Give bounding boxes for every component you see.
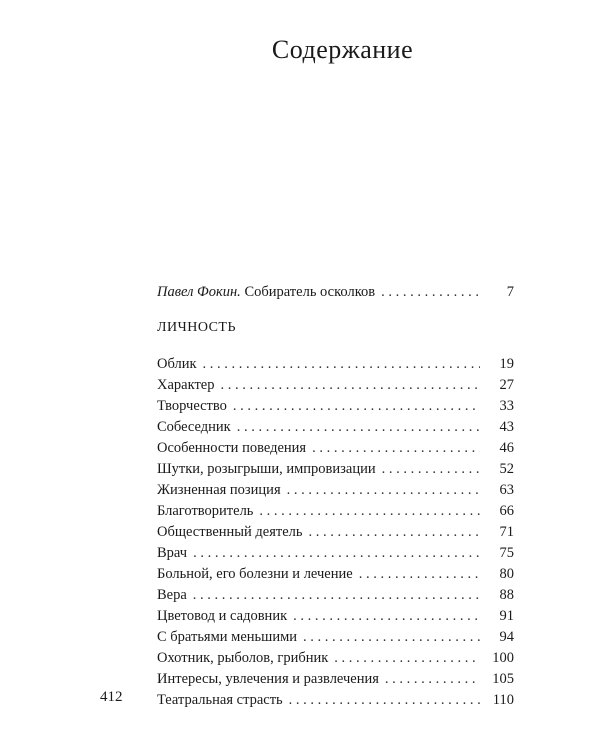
toc-entry-page: 105 <box>492 671 514 687</box>
dot-leader <box>193 586 480 604</box>
toc-entry[interactable] <box>157 586 514 604</box>
dot-leader <box>293 607 480 625</box>
toc-entry[interactable] <box>157 607 514 625</box>
toc-entry[interactable] <box>157 481 514 499</box>
dot-leader <box>309 523 480 541</box>
toc-entry[interactable] <box>157 502 514 520</box>
toc-entry[interactable] <box>157 670 514 688</box>
dot-leader <box>203 355 480 373</box>
dot-leader <box>259 502 480 520</box>
toc-entry[interactable] <box>157 439 514 457</box>
toc-intro-title: Собиратель осколков <box>244 284 376 300</box>
dot-leader <box>233 397 480 415</box>
dot-leader <box>303 628 480 646</box>
toc-entry[interactable] <box>157 460 514 478</box>
toc-entry[interactable] <box>157 418 514 436</box>
toc-entry-page: 27 <box>499 377 514 393</box>
toc-entry-title: С братьями меньшими <box>157 629 298 645</box>
toc-entry-title: Шутки, розыгрыши, импровизации <box>157 461 376 477</box>
dot-leader <box>193 544 480 562</box>
dot-leader <box>287 481 480 499</box>
dot-leader <box>382 460 480 478</box>
toc-entry-page: 94 <box>499 629 514 645</box>
dot-leader <box>359 565 480 583</box>
toc-entry[interactable] <box>157 691 514 709</box>
dot-leader <box>385 670 480 688</box>
toc-intro-text <box>157 283 381 301</box>
toc-entry-page: 19 <box>499 356 514 372</box>
toc-entry[interactable] <box>157 397 514 415</box>
dot-leader <box>220 376 480 394</box>
toc-entry-page: 43 <box>499 419 514 435</box>
toc-entry-page: 46 <box>499 440 514 456</box>
toc-entry-title: Характер <box>157 377 215 393</box>
page-number: 412 <box>100 689 123 705</box>
toc-entry-page: 33 <box>499 398 514 414</box>
toc-entry-title: Творчество <box>157 398 227 414</box>
toc-entry-title: Общественный деятель <box>157 524 303 540</box>
toc-entry[interactable] <box>157 523 514 541</box>
toc-entry-page: 75 <box>499 545 514 561</box>
toc-entry[interactable] <box>157 355 514 373</box>
toc-intro-entry[interactable] <box>157 283 514 301</box>
toc-entry-page: 63 <box>499 482 514 498</box>
toc-entry-title: Собеседник <box>157 419 231 435</box>
dot-leader <box>334 649 480 667</box>
toc-entry-title: Облик <box>157 356 197 372</box>
toc-entry[interactable] <box>157 544 514 562</box>
toc-entry-page: 80 <box>499 566 514 582</box>
toc-intro-author: Павел Фокин. <box>157 284 241 300</box>
toc-entry-page: 110 <box>492 692 514 708</box>
section-heading: ЛИЧНОСТЬ <box>157 320 237 335</box>
dot-leader <box>312 439 480 457</box>
dot-leader <box>381 283 480 301</box>
toc-entry-title: Интересы, увлечения и развлечения <box>157 671 379 687</box>
toc-entry-title: Больной, его болезни и лечение <box>157 566 353 582</box>
toc-entry-page: 52 <box>499 461 514 477</box>
toc-intro-page: 7 <box>506 284 514 300</box>
toc-entry[interactable] <box>157 565 514 583</box>
page-title: Содержание <box>271 35 414 64</box>
toc-entry[interactable] <box>157 649 514 667</box>
toc-entry-page: 88 <box>499 587 514 603</box>
dot-leader <box>289 691 480 709</box>
toc-entry-title: Врач <box>157 545 188 561</box>
toc-entry-title: Жизненная позиция <box>157 482 281 498</box>
toc-entry-title: Цветовод и садовник <box>157 608 288 624</box>
toc-entry-page: 66 <box>499 503 514 519</box>
dot-leader <box>237 418 480 436</box>
toc-entry[interactable] <box>157 376 514 394</box>
toc-entry-title: Охотник, рыболов, грибник <box>157 650 329 666</box>
toc-entry-page: 100 <box>492 650 514 666</box>
toc-entry-page: 71 <box>499 524 514 540</box>
toc-entry-title: Благотворитель <box>157 503 254 519</box>
toc-entry-page: 91 <box>499 608 514 624</box>
toc-entry[interactable] <box>157 628 514 646</box>
toc-entry-title: Особенности поведения <box>157 440 307 456</box>
toc-entry-title: Театральная страсть <box>157 692 283 708</box>
toc-entry-title: Вера <box>157 587 187 603</box>
